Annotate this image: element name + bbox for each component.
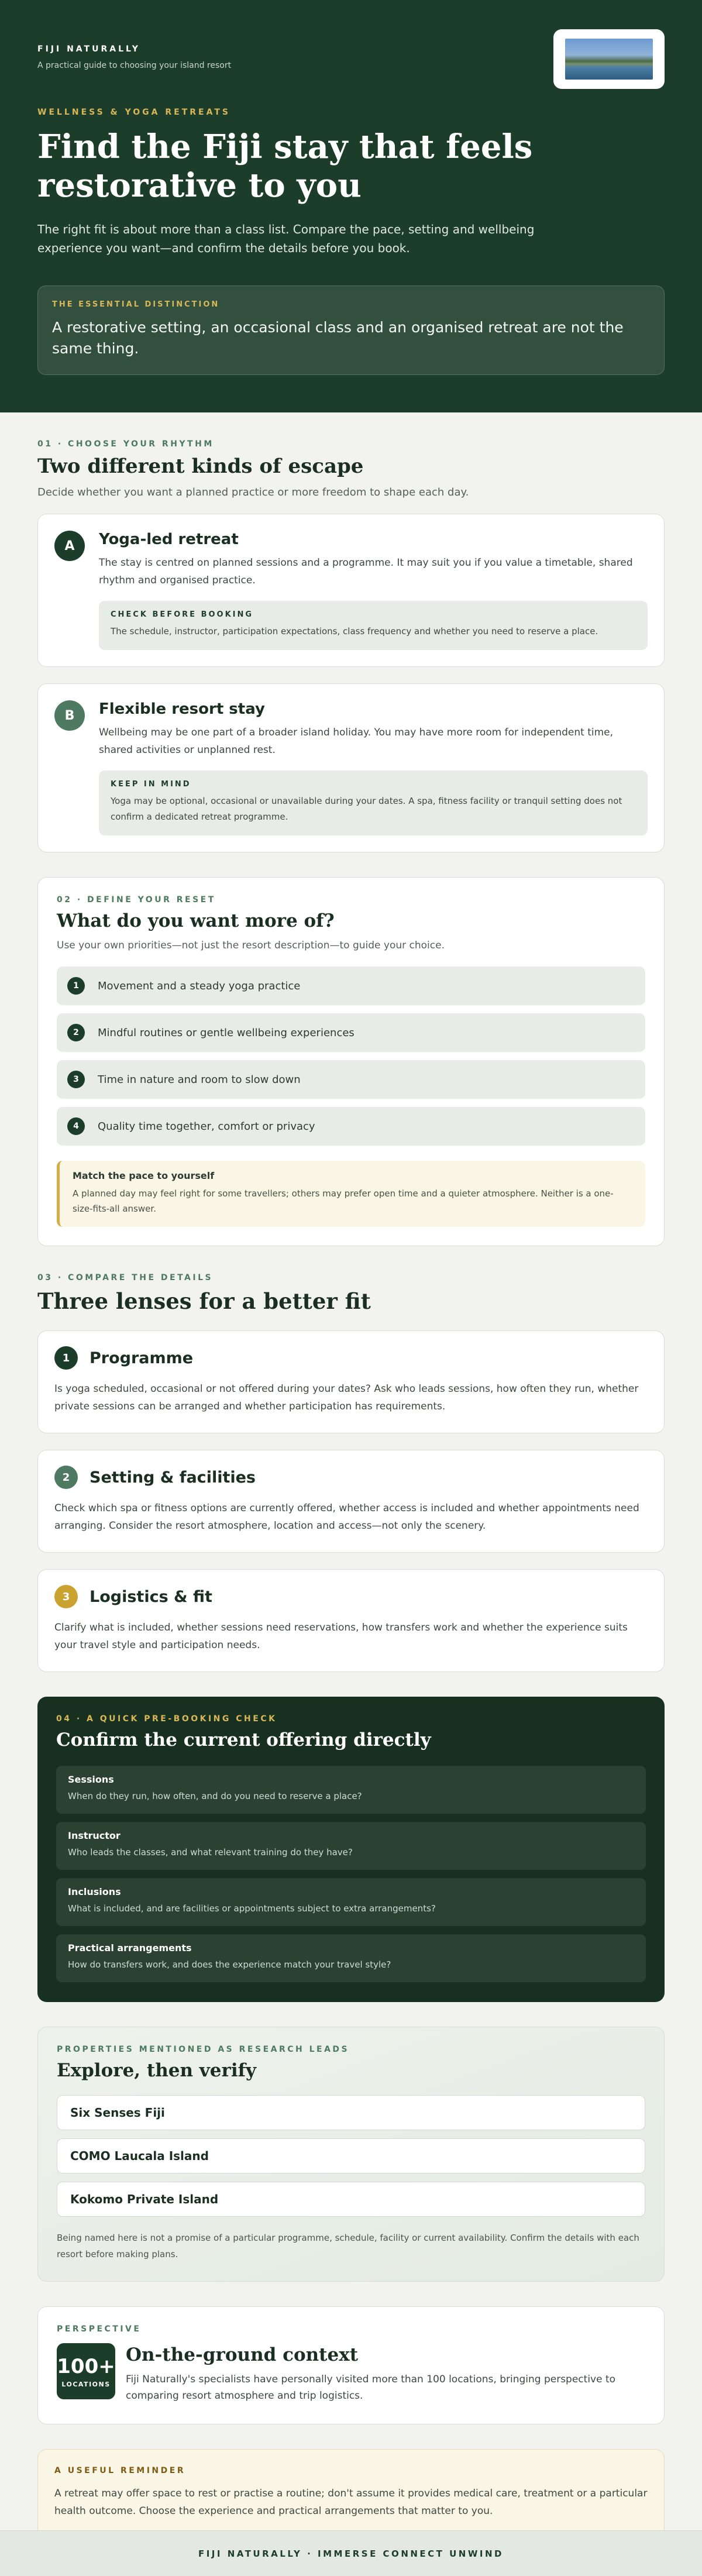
option-title: Yoga-led retreat — [99, 531, 239, 548]
footer: FIJI NATURALLY · IMMERSE CONNECT UNWIND — [0, 2530, 702, 2576]
option-card-yoga-retreat — [37, 514, 665, 667]
perspective-title: On-the-ground context — [126, 2344, 359, 2365]
lens-text: Is yoga scheduled, occasional or not offered during your dates? Ask who leads sessions, how often they run, whether private sessions can be arranged and whether participation has requirements. — [54, 1383, 639, 1412]
section-compare-details — [37, 1273, 665, 1672]
priority-number: 3 — [67, 1071, 85, 1088]
priority-number: 1 — [67, 977, 85, 995]
lens-card-programme — [37, 1330, 665, 1433]
option-text: Wellbeing may be one part of a broader island holiday. You may have more room for independent time, shared activities or unplanned rest. — [99, 727, 614, 756]
check-list — [56, 1766, 646, 1982]
section-title: Three lenses for a better fit — [37, 1288, 371, 1314]
priority-label: Mindful routines or gentle wellbeing experiences — [98, 1026, 355, 1039]
note-text: Yoga may be optional, occasional or unavailable during your dates. A spa, fitness facility or tranquil setting does not confirm a dedicated retreat programme. — [111, 796, 622, 822]
check-item — [56, 1766, 646, 1814]
priority-label: Time in nature and room to slow down — [98, 1073, 301, 1086]
check-title: Sessions — [68, 1774, 114, 1785]
section-kicker: 03 · COMPARE THE DETAILS — [37, 1273, 214, 1282]
lens-title: Programme — [90, 1349, 194, 1367]
pace-text: A planned day may feel right for some travellers; others may prefer open time and a quieter atmosphere. Neither is a one-size-fits-all answer. — [73, 1188, 614, 1214]
stat-label: LOCATIONS — [61, 2380, 111, 2388]
island-photo — [553, 29, 665, 89]
priority-list — [57, 967, 645, 1146]
pace-callout — [57, 1161, 645, 1227]
priority-number: 4 — [67, 1117, 85, 1135]
priority-item — [57, 1013, 645, 1052]
page-title: Find the Fiji stay that feels restorative to you — [37, 128, 533, 205]
check-title: Inclusions — [68, 1886, 121, 1897]
priority-label: Movement and a steady yoga practice — [98, 979, 301, 992]
main-content — [0, 412, 702, 2538]
reminder-text: A retreat may offer space to rest or practise a routine; don't assume it provides medical care, treatment or a particular health outcome. Choose the experience and practical arrangements that matter to you. — [54, 2488, 648, 2517]
priority-label: Quality time together, comfort or privacy — [98, 1120, 315, 1133]
section-subtitle: Decide whether you want a planned practice or more freedom to shape each day. — [37, 486, 469, 498]
option-text: The stay is centred on planned sessions and a programme. It may suit you if you value a timetable, shared rhythm and organised practice. — [99, 557, 633, 586]
hero — [0, 0, 702, 412]
locations-stat — [57, 2343, 115, 2399]
section-kicker: PERSPECTIVE — [57, 2324, 142, 2334]
option-title: Flexible resort stay — [99, 700, 265, 718]
stat-number: 100+ — [57, 2354, 115, 2378]
option-badge: B — [54, 700, 85, 731]
check-title: Practical arrangements — [68, 1942, 192, 1954]
property-item: Kokomo Private Island — [57, 2182, 645, 2217]
section-title: Two different kinds of escape — [37, 455, 364, 478]
lens-title: Setting & facilities — [90, 1468, 256, 1487]
section-prebooking-check — [37, 1697, 665, 2002]
lens-number: 2 — [54, 1466, 78, 1489]
essential-distinction-box — [37, 286, 665, 375]
section-title: Confirm the current offering directly — [56, 1729, 431, 1750]
section-choose-rhythm — [37, 412, 665, 852]
check-item — [56, 1822, 646, 1870]
section-kicker: PROPERTIES MENTIONED AS RESEARCH LEADS — [57, 2045, 350, 2054]
hero-kicker: WELLNESS & YOGA RETREATS — [37, 108, 230, 117]
section-research-leads — [37, 2027, 665, 2282]
property-item: COMO Laucala Island — [57, 2138, 645, 2173]
section-perspective — [37, 2306, 665, 2424]
lens-card-setting — [37, 1450, 665, 1553]
check-text: What is included, and are facilities or appointments subject to extra arrangements? — [68, 1903, 436, 1914]
lens-text: Check which spa or fitness options are currently offered, whether access is included and whether appointments need arranging. Consider the resort atmosphere, location and access—not only the scenery. — [54, 1502, 639, 1532]
check-text: Who leads the classes, and what relevant training do they have? — [68, 1847, 353, 1858]
distinction-kicker: THE ESSENTIAL DISTINCTION — [52, 300, 220, 309]
section-kicker: 02 · DEFINE YOUR RESET — [57, 895, 216, 904]
option-note — [99, 771, 648, 835]
option-note — [99, 601, 648, 650]
check-text: When do they run, how often, and do you need to reserve a place? — [68, 1791, 362, 1801]
hero-lead: The right fit is about more than a class list. Compare the pace, setting and wellbeing experience you want—and confirm the details before you book. — [37, 222, 535, 255]
distinction-text: A restorative setting, an occasional class and an organised retreat are not the same thing. — [52, 319, 624, 357]
check-title: Instructor — [68, 1830, 121, 1841]
check-item — [56, 1878, 646, 1926]
check-item — [56, 1934, 646, 1982]
lens-text: Clarify what is included, whether sessions need reservations, how transfers work and whether the experience suits your travel style and participation needs. — [54, 1622, 628, 1651]
lens-number: 3 — [54, 1585, 78, 1608]
perspective-text: Fiji Naturally's specialists have personally visited more than 100 locations, bringing perspective to comparing resort atmosphere and trip logistics. — [126, 2374, 616, 2402]
pace-title: Match the pace to yourself — [73, 1170, 215, 1181]
option-card-flexible-stay — [37, 683, 665, 852]
lens-card-logistics — [37, 1569, 665, 1672]
island-photo-image — [565, 39, 653, 80]
lens-number: 1 — [54, 1346, 78, 1370]
section-kicker: 04 · A QUICK PRE-BOOKING CHECK — [56, 1714, 277, 1724]
property-item: Six Senses Fiji — [57, 2095, 645, 2130]
section-title: Explore, then verify — [57, 2060, 256, 2081]
property-list — [57, 2095, 645, 2217]
priority-item — [57, 1060, 645, 1099]
reminder-kicker: A USEFUL REMINDER — [54, 2466, 186, 2475]
option-badge: A — [54, 531, 85, 561]
section-kicker: 01 · CHOOSE YOUR RHYTHM — [37, 439, 214, 449]
section-title: What do you want more of? — [57, 910, 335, 931]
priority-number: 2 — [67, 1024, 85, 1041]
section-subtitle: Use your own priorities—not just the resort description—to guide your choice. — [57, 940, 445, 951]
priority-item — [57, 1107, 645, 1146]
note-text: The schedule, instructor, participation expectations, class frequency and whether you need to reserve a place. — [111, 626, 598, 637]
note-kicker: CHECK BEFORE BOOKING — [111, 610, 254, 619]
lens-title: Logistics & fit — [90, 1587, 212, 1606]
brand-name: FIJI NATURALLY — [37, 44, 140, 54]
priority-item — [57, 967, 645, 1005]
brand-tagline: A practical guide to choosing your island resort — [37, 61, 232, 70]
section-define-reset — [37, 877, 665, 1246]
note-kicker: KEEP IN MIND — [111, 780, 191, 789]
check-text: How do transfers work, and does the experience match your travel style? — [68, 1959, 391, 1970]
research-note: Being named here is not a promise of a particular programme, schedule, facility or current availability. Confirm the details with each resort before making plans. — [57, 2233, 639, 2259]
section-reminder — [37, 2449, 665, 2538]
